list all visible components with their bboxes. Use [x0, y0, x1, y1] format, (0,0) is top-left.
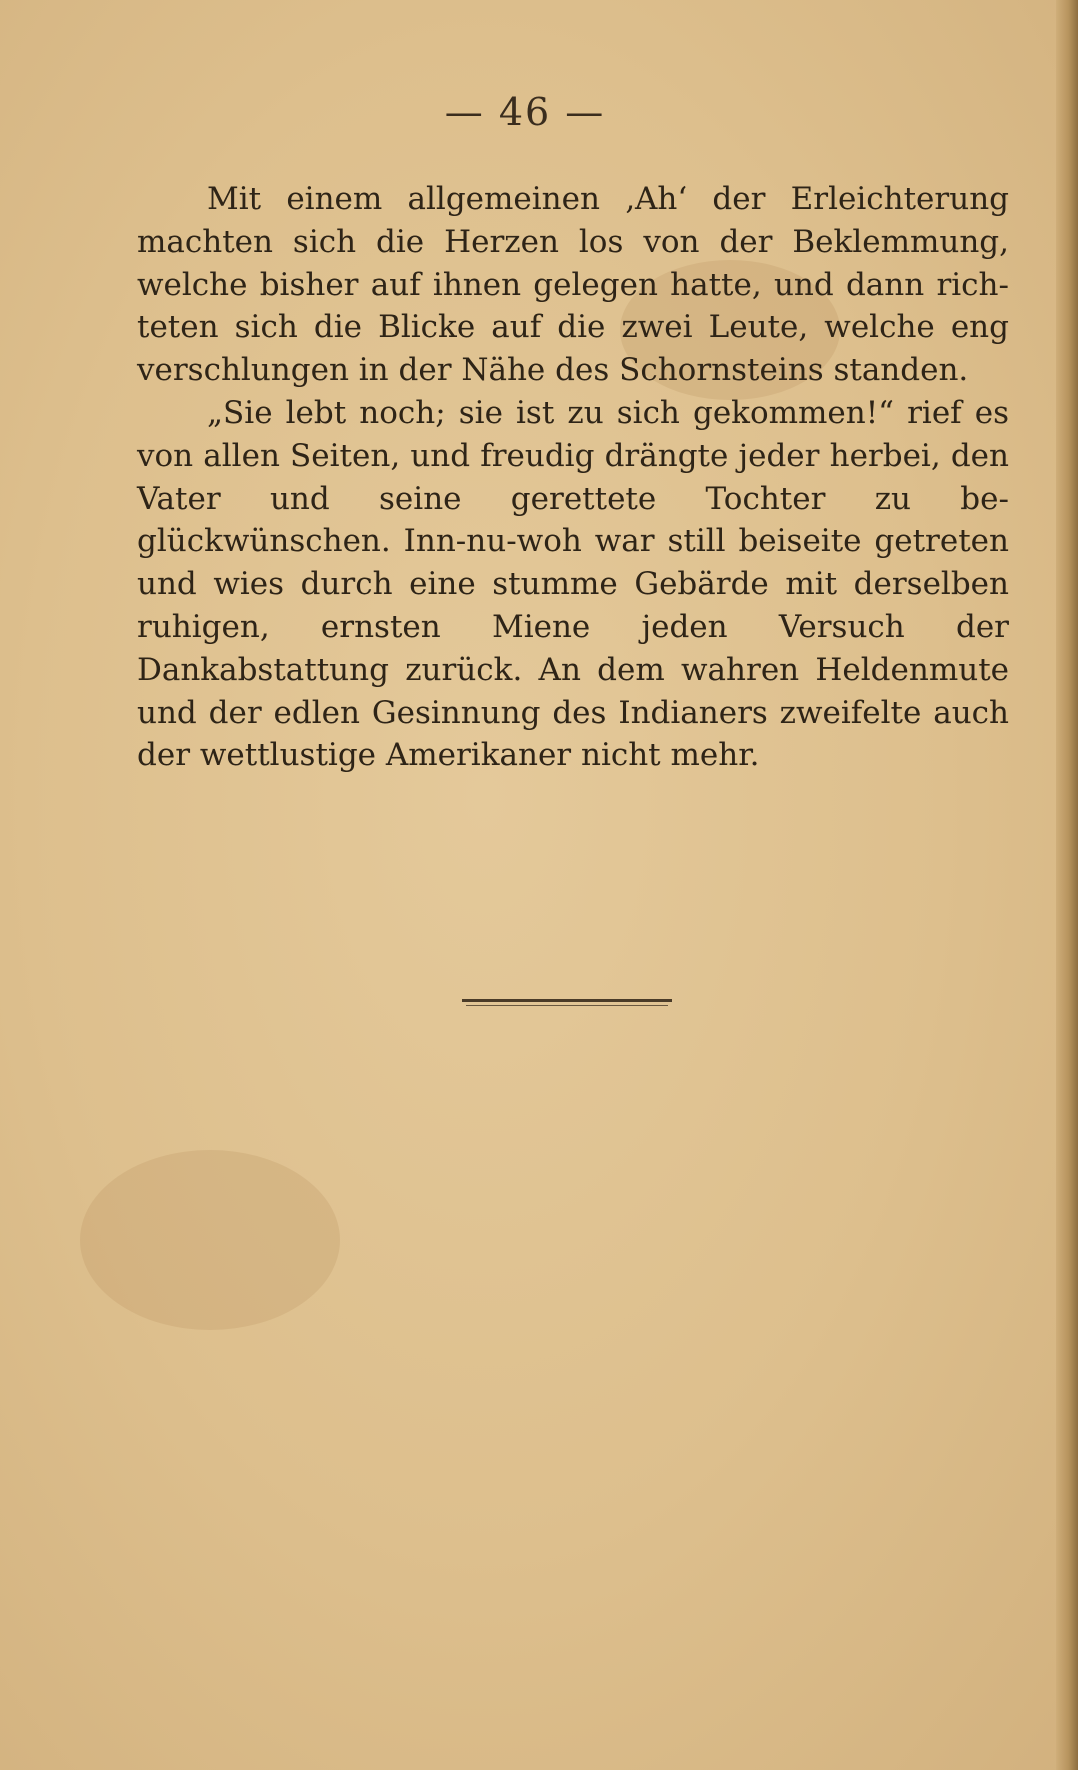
paragraph: „Sie lebt noch; sie ist zu sich gekommen!“ rief es von allen Seiten, und freudig drängte jeder herbei, den Vater und seine gerettete Tochter zu beglückwünschen. Inn-nu-woh war still beiseite getreten und wies durch eine stumme Gebärde mit derselben ruhigen, ernsten Miene jeden Versuch der Dankabstattung zurück. An dem wahren Heldenmute und der edlen Gesinnung des Indianers zweifelte auch der wettlustige Amerikaner nicht mehr. — [137, 394, 1009, 774]
page-number: — 46 — — [444, 90, 606, 134]
section-divider — [462, 999, 672, 1002]
paper-stain — [80, 1150, 340, 1330]
page-edge — [1056, 0, 1078, 1770]
body-text — [137, 178, 1009, 777]
paragraph: Mit einem allgemeinen ‚Ah‘ der Erleichterung machten sich die Herzen los von der Beklemmung, welche bisher auf ihnen gelegen hatte, und dann richteten sich die Blicke auf die zwei Leute, welche eng verschlungen in der Nähe des Schornsteins standen. — [137, 181, 1009, 389]
